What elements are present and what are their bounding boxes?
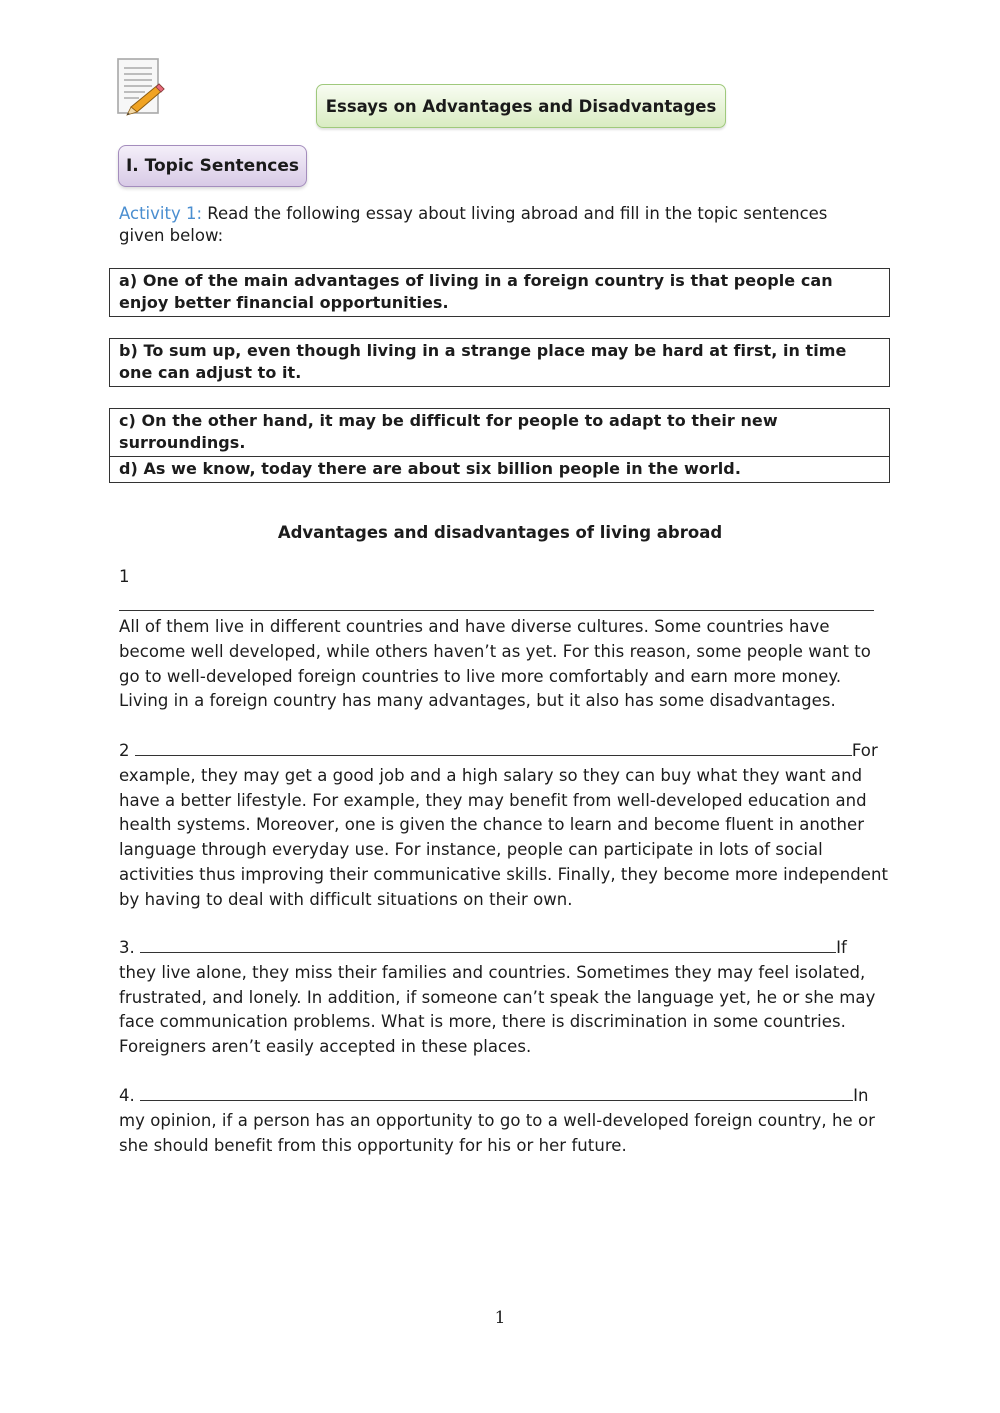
section-heading: I. Topic Sentences: [118, 145, 307, 187]
paragraph-2: [119, 738, 889, 913]
paragraph-4-number: 4.: [119, 1086, 135, 1105]
blank-4: [140, 1083, 853, 1101]
notepad-pencil-icon: [117, 58, 165, 116]
activity-label: Activity 1:: [119, 204, 203, 223]
blank-1: [119, 610, 874, 611]
paragraph-2-number: 2: [119, 741, 130, 760]
paragraph-4-body: my opinion, if a person has an opportunity to go to a well-developed foreign country, he or she should benefit from this opportunity for his or her future.: [119, 1110, 875, 1155]
essay-title: Advantages and disadvantages of living abroad: [277, 523, 723, 542]
activity-instructions: [119, 203, 869, 247]
blank-3: [140, 935, 836, 953]
paragraph-3-number: 3.: [119, 938, 135, 957]
paragraph-1-number: 1: [119, 567, 130, 586]
paragraph-2-lead: For: [851, 741, 878, 760]
paragraph-2-body: example, they may get a good job and a high salary so they can buy what they want and have a better lifestyle. For example, they may benefit from well-developed education and health systems. Moreover, one is given the chance to learn and become fluent in another language through everyday use. For instance, people can participate in lots of social activities thus improving their communicative skills. Finally, they become more independent by having to deal with difficult situations on their own.: [119, 765, 888, 909]
paragraph-4-lead: In: [853, 1086, 869, 1105]
paragraph-1-body: All of them live in different countries and have diverse cultures. Some countries have become well developed, while others haven’t as yet. For this reason, some people want to go to well-developed foreign countries to live more comfortably and earn more money. Living in a foreign country has many advantages, but it also has some disadvantages.: [119, 617, 871, 711]
blank-2: [135, 738, 852, 756]
paragraph-3-lead: If: [836, 938, 847, 957]
topic-sentence-a: a) One of the main advantages of living in a foreign country is that people can enjoy better financial opportunities.: [109, 268, 890, 317]
paragraph-4: [119, 1083, 889, 1158]
paragraph-3: [119, 935, 889, 1060]
paragraph-3-body: they live alone, they miss their families and countries. Sometimes they may feel isolated, frustrated, and lonely. In addition, if someone can’t speak the language yet, he or she may face communication problems. What is more, there is discrimination in some countries. Foreigners aren’t easily accepted in these places.: [119, 962, 876, 1057]
activity-instructions-text: Read the following essay about living abroad and fill in the topic sentences given below:: [119, 204, 828, 245]
worksheet-title: Essays on Advantages and Disadvantages: [316, 84, 726, 128]
page-number: 1: [494, 1308, 506, 1328]
topic-sentence-d: d) As we know, today there are about six billion people in the world.: [109, 456, 890, 483]
topic-sentence-b: b) To sum up, even though living in a strange place may be hard at first, in time one can adjust to it.: [109, 338, 890, 387]
topic-sentence-c: c) On the other hand, it may be difficult for people to adapt to their new surroundings.: [109, 408, 890, 457]
